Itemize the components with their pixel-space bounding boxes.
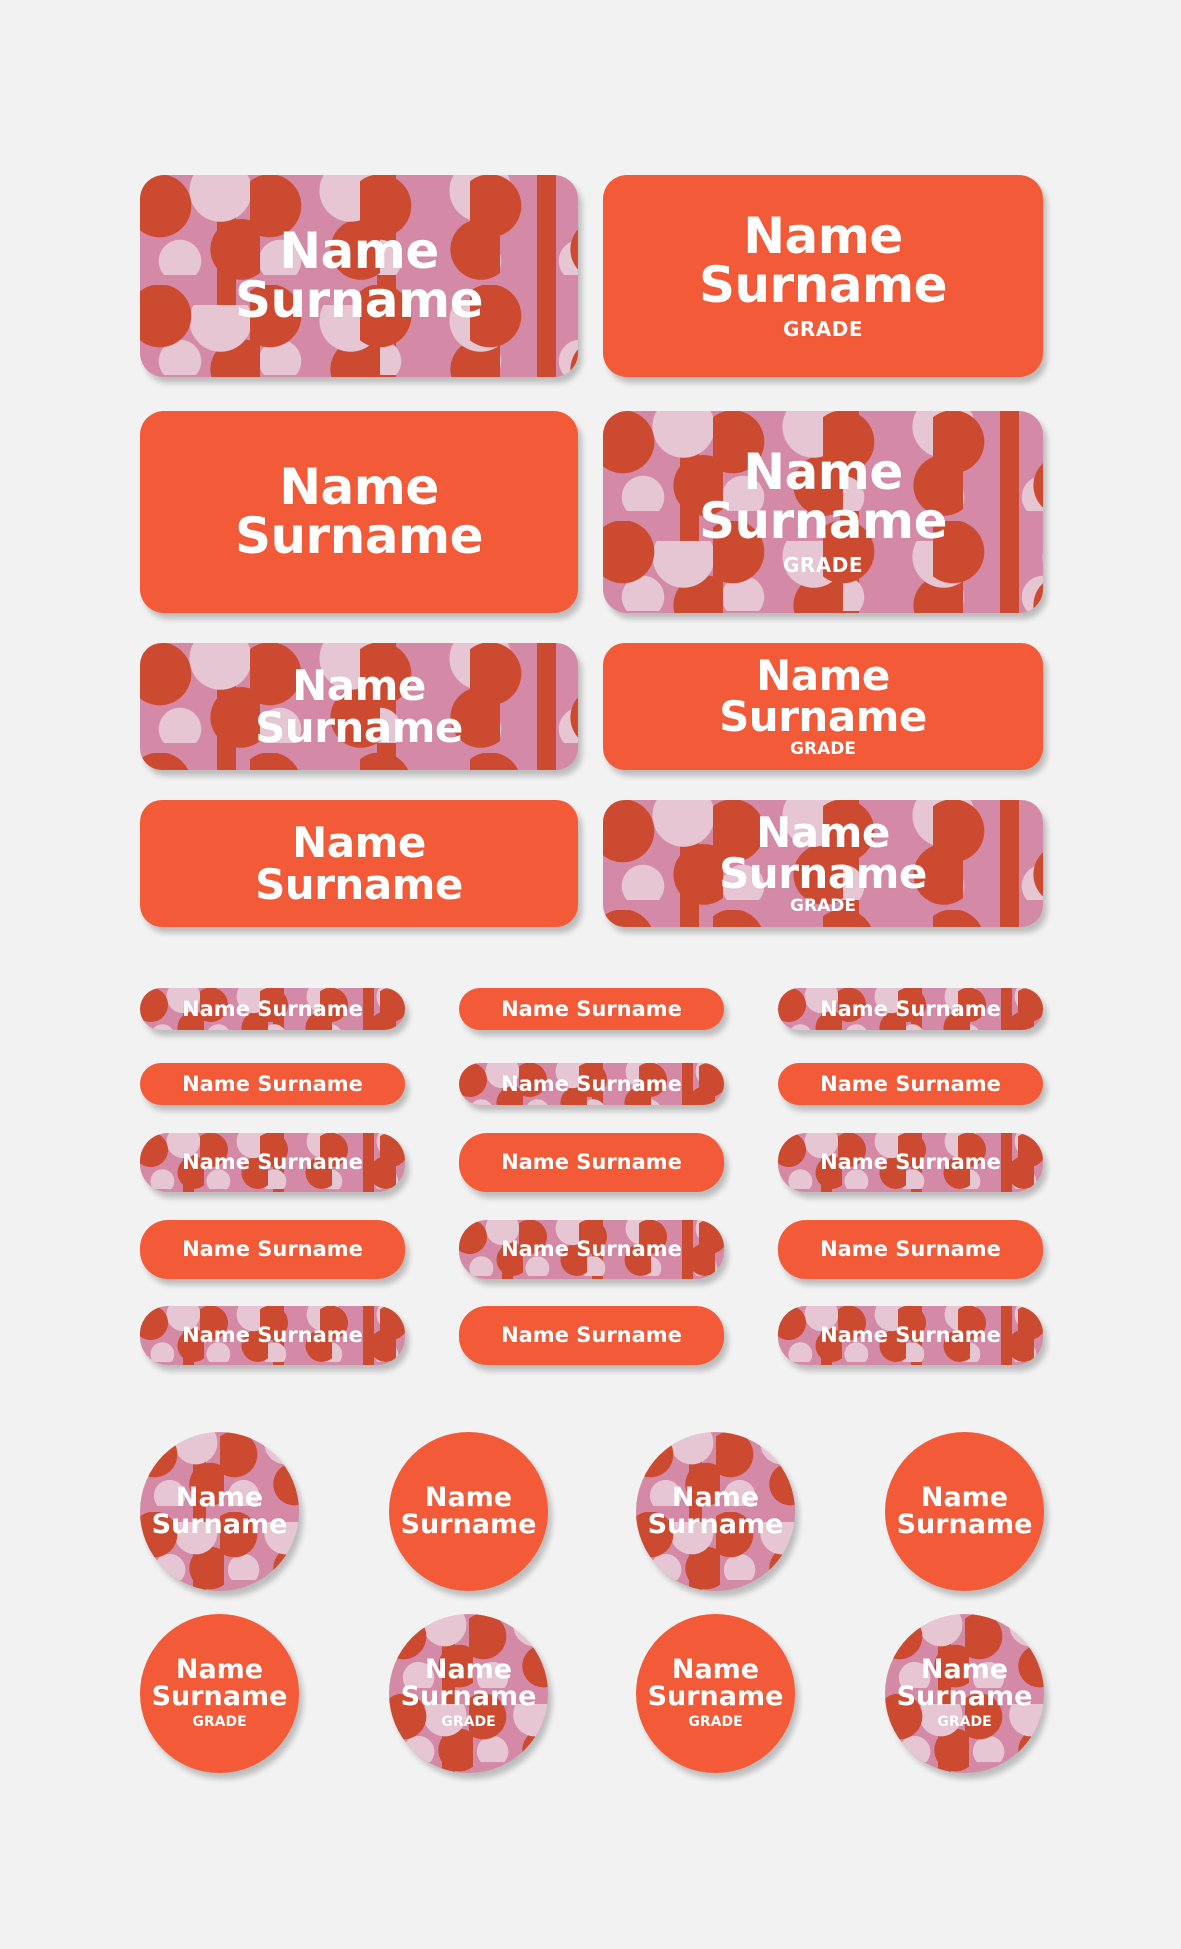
round-label-pattern[interactable] — [140, 1432, 299, 1591]
slim-label-orange[interactable] — [459, 1133, 724, 1192]
label-surname: Surname — [698, 492, 948, 551]
large-label-orange[interactable] — [140, 411, 578, 613]
medium-label-orange[interactable] — [140, 800, 578, 927]
label-surname: Surname — [255, 859, 463, 909]
label-surname: Surname — [698, 256, 948, 315]
label-name-surname: Name Surname — [501, 1237, 682, 1262]
label-name: Name — [279, 222, 439, 280]
slim-label-pattern[interactable] — [778, 1133, 1043, 1192]
large-label-pattern-grade[interactable] — [603, 411, 1043, 613]
medium-label-pattern[interactable] — [140, 643, 578, 770]
label-name-surname: Name Surname — [501, 1071, 682, 1096]
slim-label-pattern[interactable] — [778, 1306, 1043, 1365]
label-name: Name — [424, 1654, 513, 1686]
label-name-surname: Name Surname — [820, 1237, 1001, 1262]
label-name: Name — [743, 207, 903, 266]
label-name: Name — [424, 1482, 513, 1514]
slim-label-orange[interactable] — [459, 988, 724, 1030]
slim-label-orange[interactable] — [778, 1063, 1043, 1105]
label-name: Name — [292, 818, 426, 868]
medium-label-pattern-grade[interactable] — [603, 800, 1043, 927]
label-name: Name — [920, 1482, 1009, 1514]
label-grade: GRADE — [937, 1714, 992, 1731]
label-surname: Surname — [647, 1508, 784, 1540]
label-name-surname: Name Surname — [820, 1323, 1001, 1348]
label-name: Name — [671, 1482, 760, 1514]
label-grade: GRADE — [790, 739, 856, 760]
round-label-pattern-grade[interactable] — [389, 1614, 548, 1773]
slim-label-orange[interactable] — [778, 1220, 1043, 1279]
label-grade: GRADE — [782, 317, 864, 342]
label-name-surname: Name Surname — [182, 1323, 363, 1348]
label-name: Name — [671, 1654, 760, 1686]
label-name: Name — [292, 661, 426, 711]
label-name-surname: Name Surname — [820, 1071, 1001, 1096]
round-label-pattern-grade[interactable] — [885, 1614, 1044, 1773]
label-surname: Surname — [151, 1508, 288, 1540]
label-name: Name — [756, 808, 890, 858]
label-surname: Surname — [400, 1508, 537, 1540]
label-grade: GRADE — [441, 1714, 496, 1731]
slim-label-pattern[interactable] — [459, 1063, 724, 1105]
slim-label-orange[interactable] — [140, 1220, 405, 1279]
round-label-orange-grade[interactable] — [140, 1614, 299, 1773]
slim-label-orange[interactable] — [140, 1063, 405, 1105]
round-label-orange[interactable] — [885, 1432, 1044, 1591]
label-surname: Surname — [400, 1680, 537, 1712]
label-name-surname: Name Surname — [820, 1150, 1001, 1175]
slim-label-pattern[interactable] — [140, 1306, 405, 1365]
medium-label-orange-grade[interactable] — [603, 643, 1043, 770]
slim-label-pattern[interactable] — [459, 1220, 724, 1279]
label-name-surname: Name Surname — [182, 1150, 363, 1175]
label-name-surname: Name Surname — [182, 1237, 363, 1262]
label-name: Name — [743, 443, 903, 502]
label-grade: GRADE — [192, 1714, 247, 1731]
label-name-surname: Name Surname — [501, 1323, 682, 1348]
label-surname: Surname — [255, 702, 463, 752]
label-name-surname: Name Surname — [182, 1071, 363, 1096]
label-name-surname: Name Surname — [501, 996, 682, 1021]
label-name-surname: Name Surname — [501, 1150, 682, 1175]
label-name: Name — [175, 1654, 264, 1686]
label-surname: Surname — [896, 1508, 1033, 1540]
label-grade: GRADE — [688, 1714, 743, 1731]
label-name: Name — [279, 458, 439, 516]
slim-label-pattern[interactable] — [140, 988, 405, 1030]
round-label-pattern[interactable] — [636, 1432, 795, 1591]
label-surname: Surname — [719, 692, 927, 742]
slim-label-pattern[interactable] — [140, 1133, 405, 1192]
round-label-orange-grade[interactable] — [636, 1614, 795, 1773]
label-surname: Surname — [896, 1680, 1033, 1712]
label-surname: Surname — [719, 849, 927, 899]
label-name: Name — [175, 1482, 264, 1514]
label-name-surname: Name Surname — [820, 996, 1001, 1021]
label-grade: GRADE — [782, 553, 864, 578]
label-surname: Surname — [234, 507, 484, 565]
label-grade: GRADE — [790, 896, 856, 917]
label-name-surname: Name Surname — [182, 996, 363, 1021]
large-label-pattern[interactable] — [140, 175, 578, 377]
slim-label-pattern[interactable] — [778, 988, 1043, 1030]
label-name: Name — [920, 1654, 1009, 1686]
label-surname: Surname — [234, 271, 484, 329]
round-label-orange[interactable] — [389, 1432, 548, 1591]
label-surname: Surname — [151, 1680, 288, 1712]
large-label-orange-grade[interactable] — [603, 175, 1043, 377]
label-surname: Surname — [647, 1680, 784, 1712]
slim-label-orange[interactable] — [459, 1306, 724, 1365]
label-name: Name — [756, 651, 890, 701]
